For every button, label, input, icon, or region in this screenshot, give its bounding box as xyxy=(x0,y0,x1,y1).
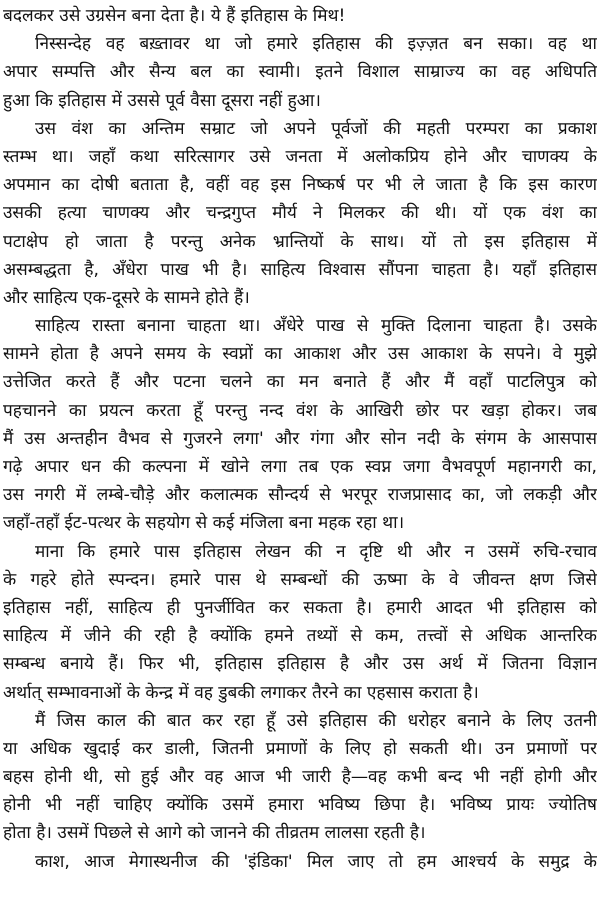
text-line: अर्थात् सम्भावनाओं के केन्द्र में वह डुबकी लगाकर तैरने का एहसास कराता है। xyxy=(3,682,479,703)
text-line: होनी भी नहीं चाहिए क्योंकि उसमें हमारा भविष्य छिपा है। भविष्य प्रायः ज्योतिष xyxy=(3,795,597,816)
paragraph-5 xyxy=(3,538,597,707)
text-line: होता है। उसमें पिछले से आगे को जानने की तीव्रतम लालसा रहती है। xyxy=(3,823,426,844)
text-line: बहस होनी थी, सो हुई और वह आज भी जारी है—वह कभी बन्द भी नहीं होगी और xyxy=(3,767,597,788)
text-line: अपार सम्पत्ति और सैन्य बल का स्वामी। इतने विशाल साम्राज्य का वह अधिपति xyxy=(3,62,597,83)
text-line: उस नगरी में लम्बे-चौड़े और कलात्मक सौन्दर्य से भरपूर राजप्रासाद का, जो लकड़ी और xyxy=(3,485,597,506)
text-line: पटाक्षेप हो जाता है परन्तु अनेक भ्रान्तियों के साथ। यों तो इस इतिहास में xyxy=(3,231,597,252)
text-line: इतिहास नहीं, साहित्य ही पुनर्जीवित कर सकता है। हमारी आदत भी इतिहास को xyxy=(3,597,597,618)
text-line: उसकी हत्या चाणक्य और चन्द्रगुप्त मौर्य ने मिलकर की थी। यों एक वंश का xyxy=(3,203,597,224)
text-line: काश, आज मेगास्थनीज की 'इंडिका' मिल जाए तो हम आश्चर्य के समुद्र के xyxy=(35,851,597,872)
text-body xyxy=(3,2,597,876)
text-line: और साहित्य एक-दूसरे के सामने होते हैं। xyxy=(3,287,250,308)
text-line: स्तम्भ था। जहाँ कथा सरित्सागर उसे जनता में अलोकप्रिय होने और चाणक्य के xyxy=(3,146,597,167)
text-line: अपमान का दोषी बताता है, वहीं वह इस निष्कर्ष पर भी ले जाता है कि इस कारण xyxy=(3,175,597,196)
paragraph-2 xyxy=(3,30,597,115)
paragraph-6 xyxy=(3,707,597,848)
text-line: निस्सन्देह वह बख़्तावर था जो हमारे इतिहास की इज़्ज़त बन सका। वह था xyxy=(35,34,597,55)
text-line: सम्बन्ध बनाये हैं। फिर भी, इतिहास इतिहास है और उस अर्थ में जितना विज्ञान xyxy=(3,654,597,675)
text-line: के गहरे होते स्पन्दन। हमारे पास थे सम्बन्धों की ऊष्मा के वे जीवन्त क्षण जिसे xyxy=(3,569,597,590)
text-line: सामने होता है अपने समय के स्वप्नों का आकाश और उस आकाश के सपने। वे मुझे xyxy=(3,344,597,365)
paragraph-4 xyxy=(3,312,597,538)
text-line: साहित्य रास्ता बनाना चाहता था। अँधेरे पाख से मुक्ति दिलाना चाहता है। उसके xyxy=(35,316,597,337)
text-line: उत्तेजित करते हैं और पटना चलने का मन बनाते हैं और मैं वहाँ पाटलिपुत्र को xyxy=(3,372,597,393)
text-line: असम्बद्धता है, अँधेरा पाख भी है। साहित्य विश्वास सौंपना चाहता है। यहाँ इतिहास xyxy=(3,259,597,280)
text-line: जहाँ-तहाँ ईट-पत्थर के सहयोग से कई मंजिला बना महक रहा था। xyxy=(3,513,405,534)
paragraph-1 xyxy=(3,2,597,30)
paragraph-7 xyxy=(3,848,597,876)
text-line: साहित्य में जीने की रही है क्योंकि हमने तथ्यों से कम, तत्त्वों से अधिक आन्तरिक xyxy=(3,626,597,647)
text-line: उस वंश का अन्तिम सम्राट जो अपने पूर्वजों की महती परम्परा का प्रकाश xyxy=(35,118,597,139)
text-line: हुआ कि इतिहास में उससे पूर्व वैसा दूसरा नहीं हुआ। xyxy=(3,90,321,111)
text-line: गढ़े अपार धन की कल्पना में खोने लगा तब एक स्वप्न जगा वैभवपूर्ण महानगरी का, xyxy=(3,457,597,477)
text-line: बदलकर उसे उग्रसेन बना देता है। ये हैं इतिहास के मिथ! xyxy=(3,6,346,26)
text-line: या अधिक खुदाई कर डाली, जितनी प्रमाणों के लिए हो सकती थी। उन प्रमाणों पर xyxy=(3,738,597,759)
text-line: माना कि हमारे पास इतिहास लेखन की न दृष्टि थी और न उसमें रुचि-रचाव xyxy=(35,541,597,562)
paragraph-3 xyxy=(3,115,597,312)
text-line: मैं जिस काल की बात कर रहा हूँ उसे इतिहास की धरोहर बनाने के लिए उतनी xyxy=(35,710,597,731)
text-line: पहचानने का प्रयत्न करता हूँ परन्तु नन्द वंश के आखिरी छोर पर खड़ा होकर। जब xyxy=(3,400,597,421)
text-line: मैं उस अन्तहीन वैभव से गुजरने लगा' और गंगा और सोन नदी के संगम के आसपास xyxy=(3,428,597,449)
